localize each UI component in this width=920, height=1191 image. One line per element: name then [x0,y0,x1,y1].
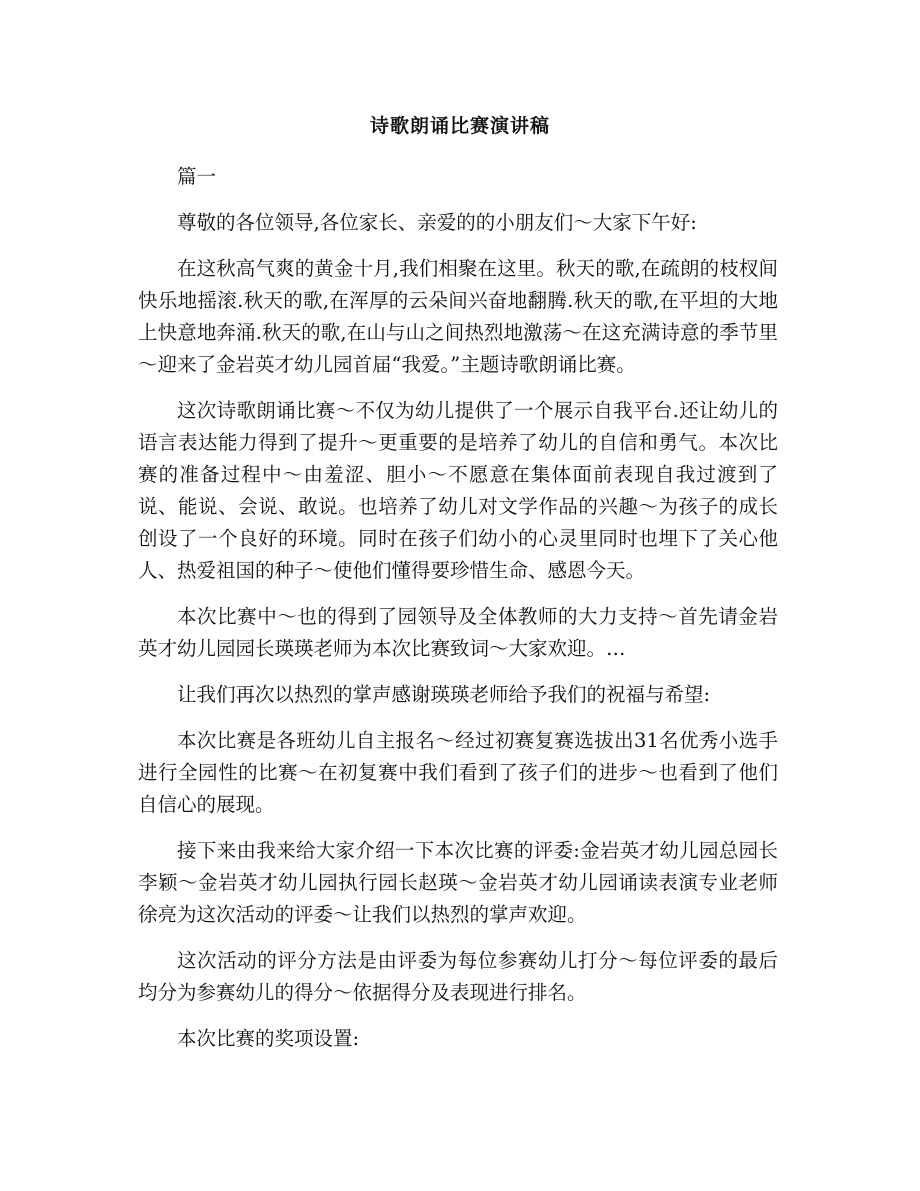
paragraph-selection: 本次比赛是各班幼儿自主报名～经过初赛复赛选拔出31名优秀小选手进行全园性的比赛～在初复赛中我们看到了孩子们的进步～也看到了他们自信心的展现。 [138,729,778,816]
paragraph-scoring: 这次活动的评分方法是由评委为每位参赛幼儿打分～每位评委的最后均分为参赛幼儿的得分～依据得分及表现进行排名。 [138,949,778,1004]
paragraph-thanks: 让我们再次以热烈的掌声感谢瑛瑛老师给予我们的祝福与希望: [177,683,711,706]
paragraph-greeting: 尊敬的各位领导,各位家长、亲爱的的小朋友们～大家下午好: [177,211,697,234]
paragraph-support: 本次比赛中～也的得到了园领导及全体教师的大力支持～首先请金岩英才幼儿园园长瑛瑛老师为本次比赛致词～大家欢迎。… [138,605,778,660]
document-body [138,161,778,1069]
section-heading: 篇一 [177,165,217,188]
document-title: 诗歌朗诵比赛演讲稿 [369,115,550,137]
paragraph-purpose: 这次诗歌朗诵比赛～不仅为幼儿提供了一个展示自我平台.还让幼儿的语言表达能力得到了提升～更重要的是培养了幼儿的自信和勇气。本次比赛的准备过程中～由羞涩、胆小～不愿意在集体面前表现自我过渡到了说、能说、会说、敢说。也培养了幼儿对文学作品的兴趣～为孩子的成长创设了一个良好的环境。同时在孩子们幼小的心灵里同时也埋下了关心他人、热爱祖国的种子～使他们懂得要珍惜生命、感恩今天。 [138,399,778,582]
paragraph-judges: 接下来由我来给大家介绍一下本次比赛的评委:金岩英才幼儿园总园长李颖～金岩英才幼儿园执行园长赵瑛～金岩英才幼儿园诵读表演专业老师徐亮为这次活动的评委～让我们以热烈的掌声欢迎。 [138,839,778,926]
paragraph-autumn: 在这秋高气爽的黄金十月,我们相聚在这里。秋天的歌,在疏朗的枝杈间快乐地摇滚.秋天的歌,在浑厚的云朵间兴奋地翻腾.秋天的歌,在平坦的大地上快意地奔涌.秋天的歌,在山与山之间热烈地激荡～在这充满诗意的季节里～迎来了金岩英才幼儿园首届“我爱。”主题诗歌朗诵比赛。 [138,257,778,376]
paragraph-awards: 本次比赛的奖项设置: [177,1027,360,1050]
